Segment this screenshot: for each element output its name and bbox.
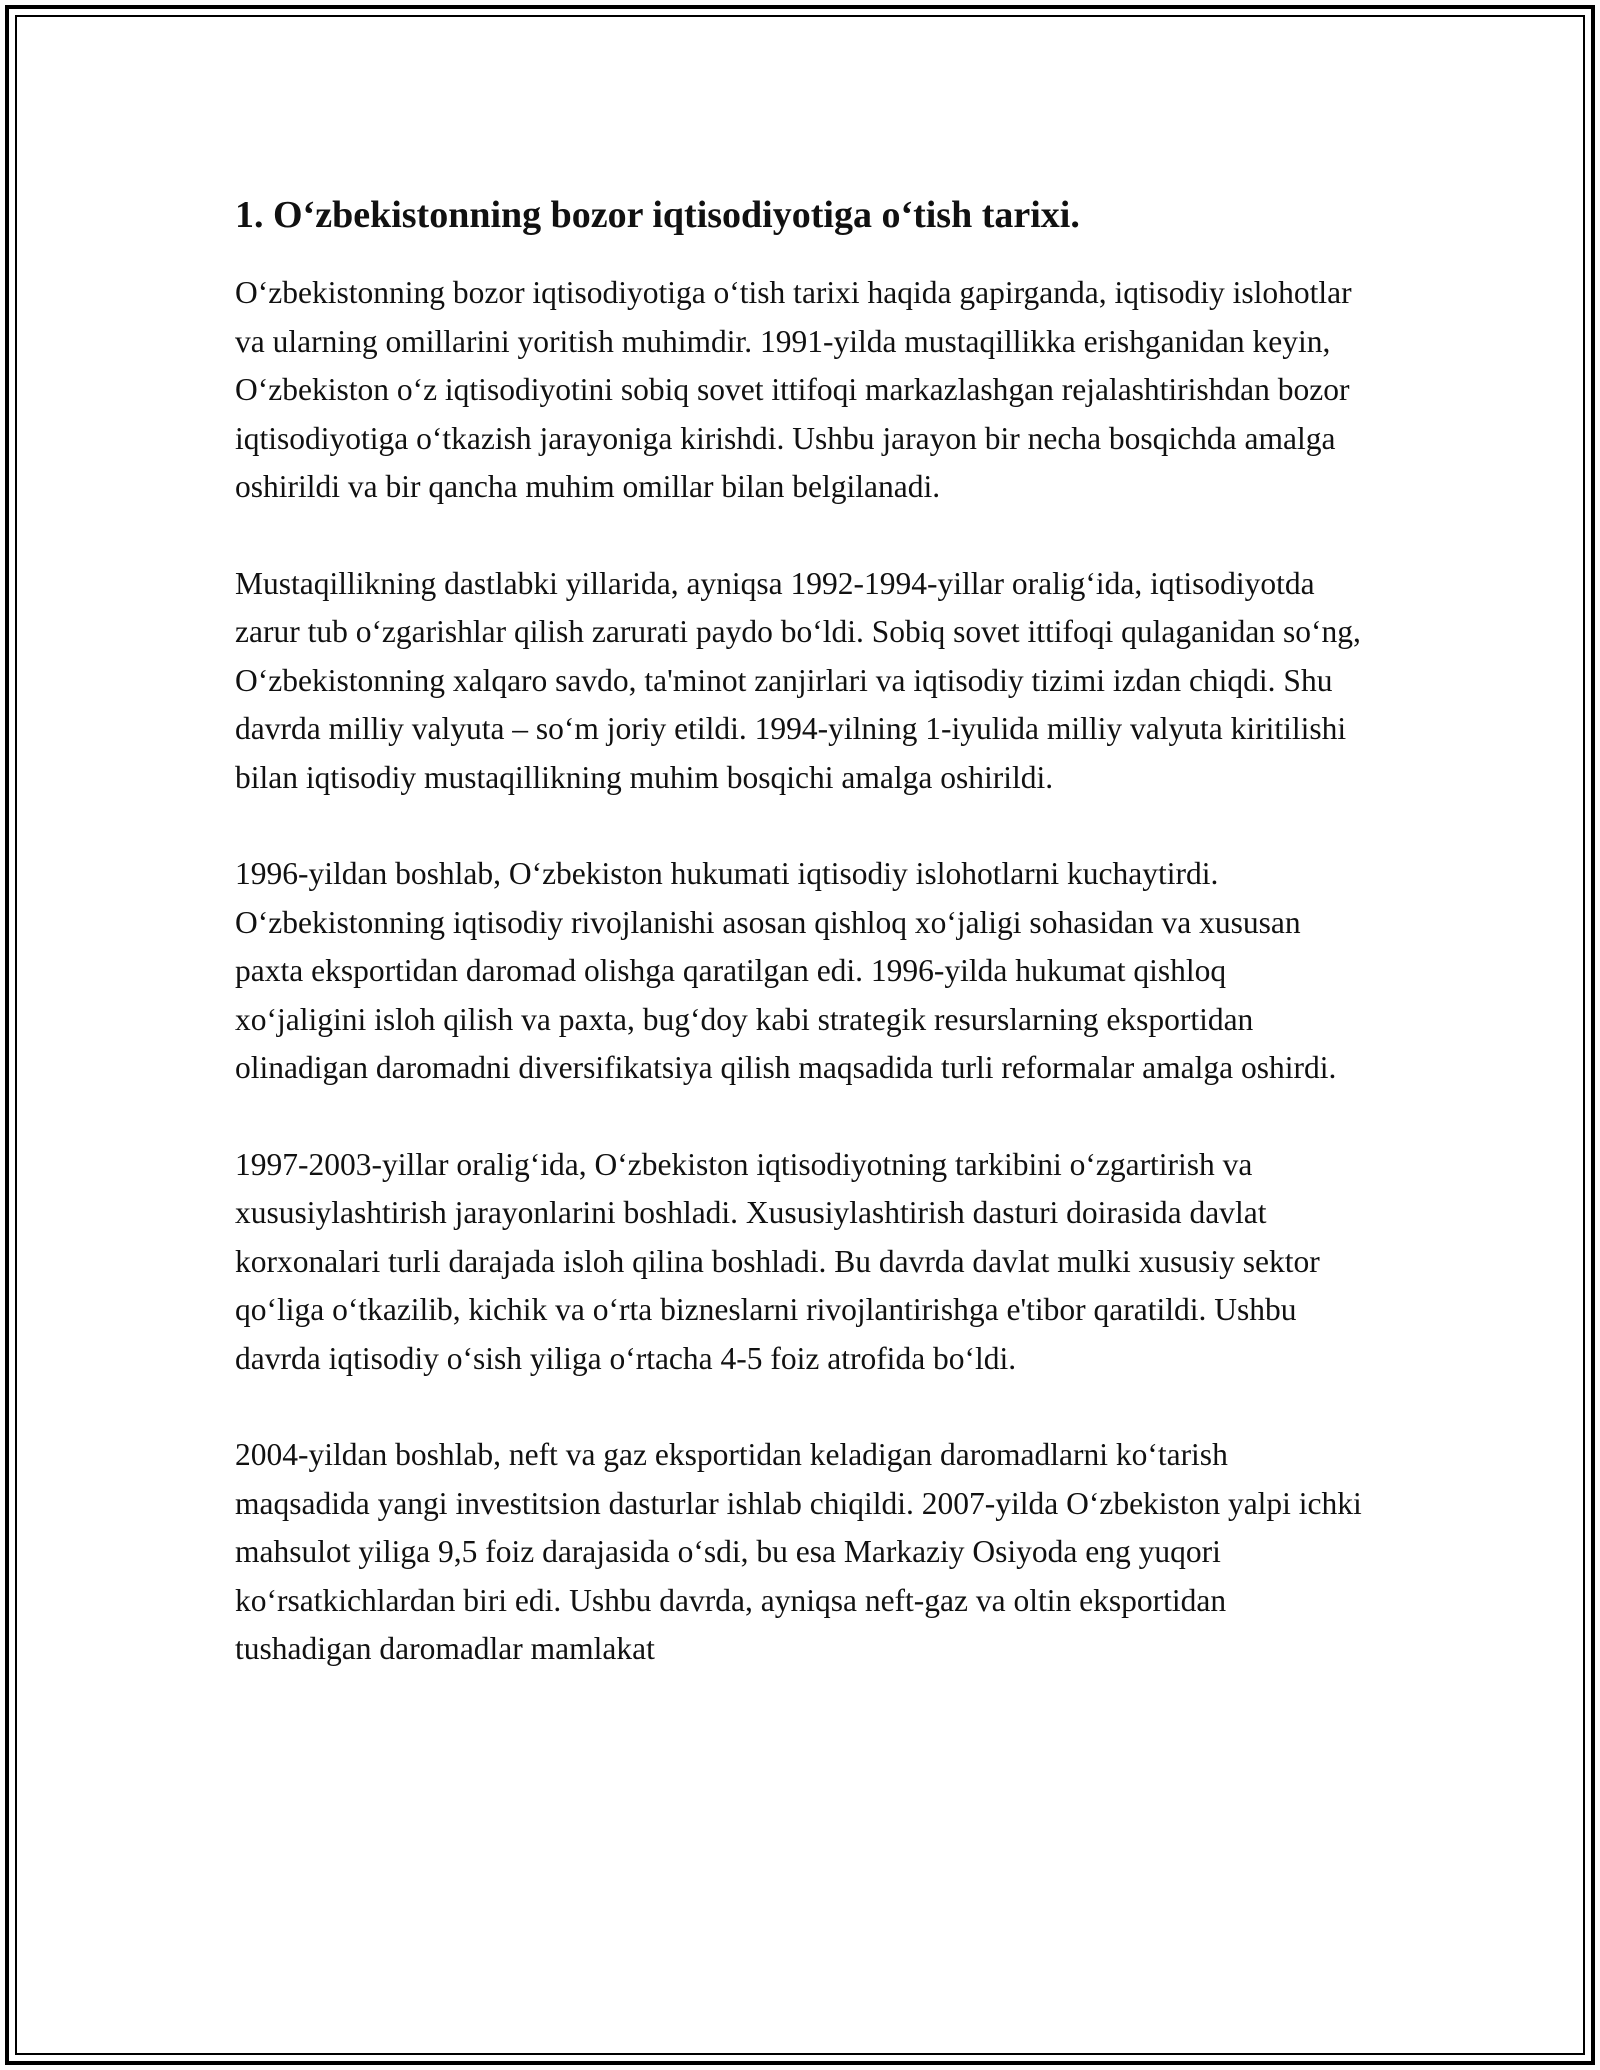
paragraph-1: O‘zbekistonning bozor iqtisodiyotiga o‘tish tarixi haqida gapirganda, iqtisodiy islohotlar va ularning omillarini yoritish muhimdir. 1991-yilda mustaqillikka erishganidan keyin, O‘zbekiston o‘z iqtisodiyotini sobiq sovet ittifoqi markazlashgan rejalashtirishdan bozor iqtisodiyotiga o‘tkazish jarayoniga kirishdi. Ushbu jarayon bir necha bosqichda amalga oshirildi va bir qancha muhim omillar bilan belgilanadi. [235, 275, 1352, 504]
paragraph-5: 2004-yildan boshlab, neft va gaz eksportidan keladigan daromadlarni ko‘tarish maqsadida yangi investitsion dasturlar ishlab chiqildi. 2007-yilda O‘zbekiston yalpi ichki mahsulot yiliga 9,5 foiz darajasida o‘sdi, bu esa Markaziy Osiyoda eng yuqori ko‘rsatkichlardan biri edi. Ushbu davrda, ayniqsa neft-gaz va oltin eksportidan tushadigan daromadlar mamlakat [235, 1437, 1362, 1666]
paragraph-4: 1997-2003-yillar oralig‘ida, O‘zbekiston iqtisodiyotning tarkibini o‘zgartirish va xususiylashtirish jarayonlarini boshladi. Xususiylashtirish dasturi doirasida davlat korxonalari turli darajada isloh qilina boshladi. Bu davrda davlat mulki xususiy sektor qo‘liga o‘tkazilib, kichik va o‘rta bizneslarni rivojlantirishga e'tibor qaratildi. Ushbu davrda iqtisodiy o‘sish yiliga o‘rtacha 4-5 foiz atrofida bo‘ldi. [235, 1146, 1320, 1376]
paragraph-3: 1996-yildan boshlab, O‘zbekiston hukumati iqtisodiy islohotlarni kuchaytirdi. O‘zbekistonning iqtisodiy rivojlanishi asosan qishloq xo‘jaligi sohasidan va xususan paxta eksportidan daromad olishga qaratilgan edi. 1996-yilda hukumat qishloq xo‘jaligini isloh qilish va paxta, bug‘doy kabi strategik resurslarning eksportidan olinadigan daromadni diversifikatsiya qilish maqsadida turli reformalar amalga oshirdi. [235, 856, 1337, 1085]
section-heading: 1. O‘zbekistonning bozor iqtisodiyotiga o‘tish tarixi. [235, 194, 1080, 236]
paragraph-2: Mustaqillikning dastlabki yillarida, ayniqsa 1992-1994-yillar oralig‘ida, iqtisodiyotda zarur tub o‘zgarishlar qilish zarurati paydo bo‘ldi. Sobiq sovet ittifoqi qulaganidan so‘ng, O‘zbekistonning xalqaro savdo, ta'minot zanjirlari va iqtisodiy tizimi izdan chiqdi. Shu davrda milliy valyuta – so‘m joriy etildi. 1994-yilning 1-iyulida milliy valyuta kiritilishi bilan iqtisodiy mustaqillikning muhim bosqichi amalga oshirildi. [235, 565, 1361, 795]
document-body [235, 185, 1365, 1722]
